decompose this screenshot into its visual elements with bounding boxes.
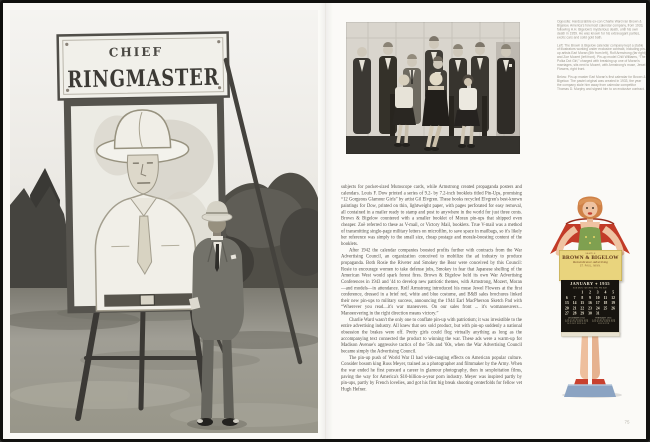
sign-top-line: CHIEF [108,44,164,60]
calendar-day-cell: 16 [588,300,592,306]
calendar-week-row [563,311,617,316]
body-paragraph: The pin-up push of World War II had wide-ranging effects on American popular culture. Consider bosom king Russ Meyer, trained as a photographer and filmmaker by the Army. When the war ended he first pursued a career in glamour photography, then in sexploitation films, paving the way for America's $10-billion-a-year porn industry. Meyer was inspired partly by pin-ups, partly by French lovelies, and got his first big break shooting centerfolds for fellow vet Hugh Hefner. [341,355,522,392]
calendar-day-cell: 20 [565,305,569,311]
calendar-day-cell: 2 [589,290,591,295]
calendar-pad-header [559,250,622,281]
mini-month-prev: DECEMBER 1934 1 2 3 4 5 6 7 8 9 10 11 12 13 14 15 16 17 18 19 20 21 22 23 24 25 26 27 28 29 30 31 [564,316,589,325]
calendar-day-cell: 14 [572,300,577,306]
calendar-day-cell: 19 [611,300,615,306]
publisher-name: BROWN & BIGELOW [562,255,619,261]
calendar-day-cell: 6 [565,295,568,300]
body-paragraph: Charlie Ward wasn't the only one to conflate pin-up with patriotism; it was irresistible to the entire advertising industry. All knew that sex sold product, but with pin-up suddenly a national obsession the brakes were off. Pretty girls could flog virtually anything as long as the accompanying text connected the product to winning the war. These ads were a warm-up for Madison Avenue's aggressive tactics of the '50s and '60s, when the War Advertising Council became simply the Advertising Council. [341,317,522,355]
pinup-calendar [546,192,634,398]
calendar-day-cell: 25 [603,305,608,311]
calendar-day-cell: 8 [581,295,584,300]
weekday-header: SUN MON TUE WED THU FRI SAT [572,287,608,289]
calendar-date-pad [561,280,619,332]
ringmaster-photo [10,10,318,433]
calendar-day-cell [609,311,617,316]
calendar-day-cell: 15 [580,300,585,306]
calendar-grid [563,290,617,316]
publisher-slogan: Remembrance Advertising [573,260,608,264]
conference-group-photo [346,22,520,154]
calendar-separator-icon: ✦ [594,282,599,286]
calendar-day-cell: 3 [596,290,599,295]
ringmaster-photo-art [10,10,318,433]
calendar-day-cell: 21 [572,305,577,311]
gutter-shadow [319,3,333,439]
calendar-day-cell: 23 [588,305,592,311]
calendar-year: 1935 [599,281,610,286]
pad-bottom-edge [561,332,620,337]
calendar-day-cell: 12 [611,295,615,300]
calendar-day-cell: 9 [589,295,591,300]
publisher-city: ST. PAUL, MINN. [579,264,602,267]
sign-main-line: RINGMASTER [67,62,262,94]
page-number: 75 [624,419,630,425]
calendar-day-cell: 10 [595,295,600,300]
calendar-day-cell: 1 [581,290,584,295]
calendar-month: JANUARY [570,281,594,286]
group-photo-art [346,22,520,154]
caption-column [557,20,646,130]
calendar-day-cell: 31 [595,311,600,316]
body-paragraph: subjects for pocket-sized Mutoscope cards, while Armstrong created propaganda posters and calendars. Louis F. Dow printed a series of 9.2- by 7.2-inch booklets titled Pin-Ups, promising “12 Gorgeous Glamour Girls” by artist Gil Elvgren. These books recycled Elvgren's best-known paintings for Dow, printed on thin, lightweight paper, with pages perforated for easy removal, all contained in a mailer ready to stamp and post to anywhere in the world for just three cents. Brown & Bigelow countered with a smaller booklet of Moran pin-ups that shipped even cheaper. Zoë referred to these as V-mail, or Victory Mail, booklets. True V-mail was a method of transmitting single-page military letters on microfilm, to save space in mailbags, so it's likely her reference was simply to the small size, cheap postage and morale-boosting content of the booklets. [341,184,522,247]
calendar-day-cell: 11 [603,295,608,300]
body-paragraph: After 1942 the calendar companies boosted profits further with contracts from the War Advertising Council, an organization conceived to mobilize the ad industry to produce propaganda. Both Rosie the Riveter and Smokey the Bear were conceived by this Council: Rosie to encourage women to take defense jobs, Smokey in fear that Japanese shelling of the American West would spark forest fires. Brown & Bigelow held its own War Advertising Conferences in 1943 and '44 to develop new patriotic themes, with Armstrong, Mozert, Moran—and models—in attendance. Rolf Armstrong introduced his muse Jewel Flowers at the first conference, dressed in a brief red, white and blue costume, and B&B sales brochures linked their new pin-ups to military success, announcing the 1944 Earl MacPherson Sketch Pad with “Wherever you read....it's war maneuvers. On our sales front ... it's womanoeuvers... Manoeuvering in the right direction means victory.” [341,247,522,317]
caption-below: Below: Pin-up master Earl Moran's first calendar for Brown & Bigelow. The pastel original was created in 1933, the year the company stole him away from calendar competitor Thomas D. Murphy and signed him to an exclusive contract. [557,75,646,91]
calendar-day-cell: 5 [612,290,615,295]
calendar-day-cell: 7 [573,295,576,300]
calendar-pad [546,192,634,398]
body-text-column [341,184,522,420]
calendar-day-cell: 28 [572,311,577,316]
caption-opposite: Opposite: Hardscrabble ex-con Charlie Ward ran Brown & Bigelow, America's foremost calendar company, from 1933, following H.H. Bigelow's mysterious death, until his own death in 1959. He was known for his extravagant parties, exotic cars and solid gold bath. [557,20,644,40]
calendar-day-cell: 26 [611,305,615,311]
calendar-day-cell: 30 [588,311,592,316]
calendar-day-cell: 22 [580,305,585,311]
calendar-day-cell: 13 [565,300,569,306]
calendar-day-cell: 24 [595,305,600,311]
calendar-day-cell: 18 [603,300,608,306]
gutter-divider [325,3,326,439]
calendar-day-cell: 17 [595,300,600,306]
calendar-day-cell: 27 [565,311,569,316]
mini-month-next: FEBRUARY 1935 1 2 3 4 5 6 7 8 9 10 11 12 13 14 15 16 17 18 19 20 21 22 23 24 25 26 27 28 [591,316,616,325]
calendar-day-cell [602,311,610,316]
caption-left: Left: The Brown & Bigelow calendar company kept a stable of illustrators working under exclusive contract, including pin-up artists Earl Moran (5th from left), Rolf Armstrong (far right) and Zoe Mozert (left front). Pin-up model Chili Williams, “The Polka Dot Girl,” charged with breaking up one of Moran's marriages, sits next to Mozert, with Armstrong's muse, Jewel Flowers, right front. [557,43,646,71]
calendar-day-cell: 29 [580,311,585,316]
calendar-day-cell: 4 [604,290,607,295]
mini-months [564,317,616,325]
pad-imprint: SAMPLE [585,252,596,255]
